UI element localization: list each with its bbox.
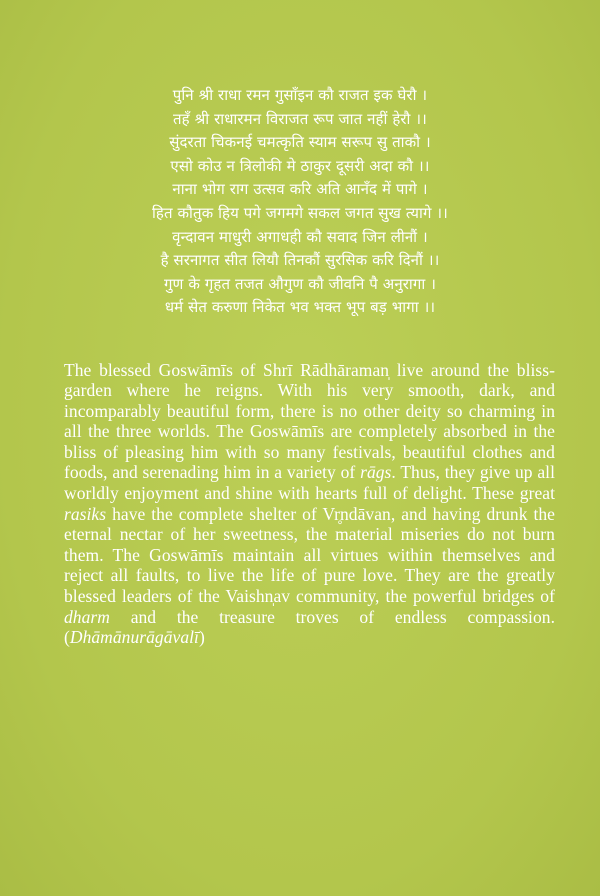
verse-line: एसो कोउ न त्रिलोकी मे ठाकुर दूसरी अदा कौ ।। — [170, 156, 430, 175]
verse-line: हित कौतुक हिय पगे जगमगे सकल जगत सुख त्यागे ।। — [152, 203, 448, 222]
source-citation: Dhāmānurāgāvalī — [69, 627, 199, 648]
prose-italic-term: rasiks — [64, 503, 107, 524]
verse-line: नाना भोग राग उत्सव करि अति आनँद में पागे । — [172, 180, 428, 199]
verse-line: सुंदरता चिकनई चमत्कृति स्याम सरूप सु ताकौ । — [169, 133, 431, 152]
prose-text: and the treasure troves of endless compassion. ( — [64, 606, 555, 648]
verse-line: है सरनागत सीत लियौ तिनकौं सुरसिक करि दिनौं ।। — [160, 251, 440, 270]
verse-line: तहँ श्री राधारमन विराजत रूप जात नहीं हेरौ ।। — [173, 109, 427, 128]
prose-text: ) — [198, 627, 205, 648]
prose-italic-term: rāgs — [360, 462, 392, 483]
verse-line: धर्म सेत करुणा निकेत भव भक्त भूप बड़ भागा ।। — [164, 298, 436, 317]
prose-text: have the complete shelter of Vr̥ndāvan, and having drunk the eternal nectar of her sweetness, the material miseries do not burn them. The Goswāmīs maintain all virtues within themselves and reject all faults, to live the life of pure love. They are the greatly blessed leaders of the Vaishn̩av community, the powerful bridges of — [64, 503, 555, 607]
verse-line: वृन्दावन माधुरी अगाधही कौ सवाद जिन लीनौं । — [172, 227, 428, 246]
prose-text: . Thus, they give up all worldly enjoyment and shine with hearts full of delight. These great — [64, 462, 555, 504]
english-translation — [64, 360, 555, 648]
verse-line: गुण के गृहत तजत औगुण कौ जीवनि पै अनुरागा । — [164, 274, 436, 293]
hindi-verse — [0, 84, 600, 320]
prose-italic-term: dharm — [64, 606, 110, 627]
verse-line: पुनि श्री राधा रमन गुसाँइन कौ राजत इक घेरौ । — [172, 86, 428, 104]
prose-text: The blessed Goswāmīs of Shrī Rādhāraman̩ live around the bliss-garden where he reigns. With his very smooth, dark, and incomparably beautiful form, there is no other deity so charming in all the three worlds. The Goswāmīs are completely absorbed in the bliss of pleasing him with so many festivals, beautiful clothes and foods, and serenading him in a variety of — [64, 359, 555, 483]
